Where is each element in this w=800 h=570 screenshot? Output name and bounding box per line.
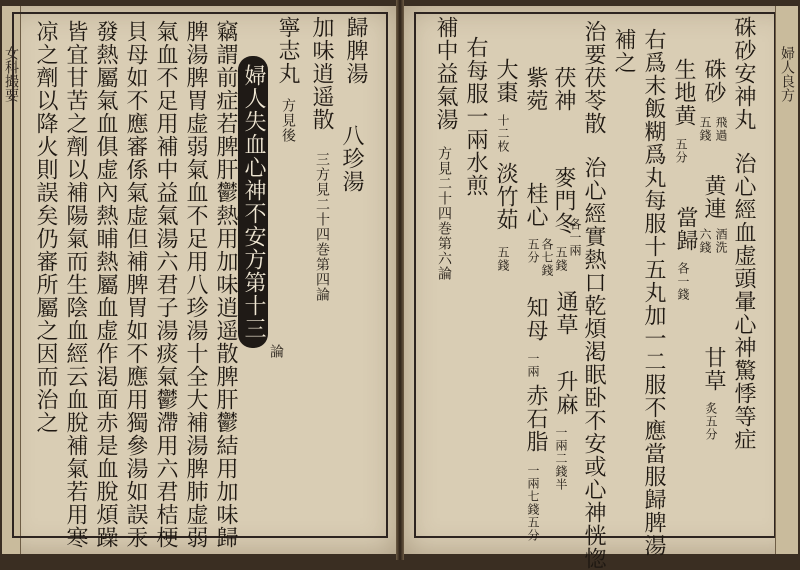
right-body-col-4: 右爲末飯糊爲丸每服十五丸加一二服不應當服歸脾湯 — [641, 28, 666, 557]
right-page — [404, 6, 798, 570]
right-col-2h: 炙五分 — [704, 402, 718, 441]
right-col-3d: 各一錢 — [676, 262, 690, 301]
right-col-3b: 五分 — [674, 138, 688, 164]
right-edge-label: 婦人良方 — [779, 46, 795, 102]
right-col-10a: 右每服一兩水煎 — [463, 36, 488, 197]
left-body-col-7: 貝母如不應審係氣虚但補脾胃如不應用獨參湯如誤汞 — [123, 20, 148, 549]
left-page — [2, 6, 396, 554]
right-col-8c: 五分 — [526, 238, 540, 264]
left-body-col-5: 脾湯脾胃虚弱氣血不足用八珍湯十全大補湯脾肺虚弱 — [183, 20, 208, 549]
right-col-1a: 硃砂安神丸 — [731, 16, 756, 131]
left-body-col-9: 皆宜甘苦之劑以補陽氣而生陰血經云血脫補氣若用寒 — [63, 20, 88, 549]
right-col-6b: 治心經實熱口乾煩渇眠卧不安或心神恍惚 — [581, 156, 606, 570]
left-col-2c: 八珍湯 — [339, 124, 364, 193]
right-col-7f: 升麻 — [553, 370, 578, 416]
right-col-8h: 一兩七錢五分 — [526, 464, 540, 542]
banner-note: 論 — [268, 344, 284, 359]
right-col-8g: 赤石脂 — [523, 384, 548, 453]
right-col-8d: 各七錢 — [540, 238, 554, 277]
right-col-2d: 黄連 — [701, 174, 726, 220]
book-gutter — [396, 0, 404, 560]
right-col-2a: 硃砂 — [701, 58, 726, 104]
right-col-8e: 知母 — [523, 296, 548, 342]
right-col-9c: 淡竹茹 — [493, 162, 518, 231]
right-col-7c: 五錢 — [554, 246, 568, 272]
right-col-3a: 生地黄 — [671, 58, 696, 127]
left-edge-label: 女科撮要 — [3, 46, 19, 102]
left-col-2a: 加味逍遥散 — [309, 16, 334, 131]
right-col-1b: 治心經血虚頭暈心神驚悸等症 — [731, 152, 756, 451]
right-col-2e: 六錢 — [698, 228, 712, 254]
left-col-title: 歸脾湯 — [343, 16, 368, 85]
right-col-7e: 通草 — [553, 290, 578, 336]
right-col-7g: 一兩二錢半 — [554, 426, 568, 491]
right-col-2b: 五錢 — [698, 116, 712, 142]
right-col-3c: 當歸 — [673, 206, 698, 252]
right-col-8a: 紫菀 — [523, 66, 548, 112]
right-col-2c: 飛過 — [714, 116, 728, 142]
right-col-11b: 方見二十四巻第六論 — [436, 146, 452, 281]
left-body-col-8: 發熱屬氣血俱虚內熱晡熱屬血虚作渇面赤是血脫煩躁 — [93, 20, 118, 549]
right-page-edge — [775, 6, 798, 554]
right-col-7d: 各一兩 — [568, 218, 582, 257]
right-col-7a: 茯神 — [551, 66, 576, 112]
right-col-2f: 酒洗 — [714, 228, 728, 254]
left-col-2b: 三方見二十四巻第四論 — [314, 152, 330, 302]
right-col-8b: 桂心 — [523, 182, 548, 228]
right-col-9a: 大棗 — [493, 58, 518, 104]
left-body-col-4: 竊謂前症若脾肝鬱熱用加味逍遥散脾肝鬱結用加味歸 — [213, 20, 238, 549]
right-col-9b: 十二枚 — [496, 114, 510, 153]
right-col-9d: 五錢 — [496, 246, 510, 272]
right-body-col-5: 補之 — [611, 28, 636, 74]
right-col-7b: 麥門冬 — [551, 166, 576, 235]
section-heading-banner: 婦人失血心神不安方第十三 — [238, 56, 268, 348]
left-col-3a: 寧志丸 — [275, 16, 300, 85]
left-col-3b: 方見後 — [280, 98, 296, 143]
right-col-11a: 補中益氣湯 — [433, 16, 458, 131]
right-col-6a: 治要茯苓散 — [581, 20, 606, 135]
right-col-2g: 甘草 — [701, 346, 726, 392]
left-body-col-6: 氣血不足用補中益氣湯六君子湯痰氣鬱滯用六君桔梗 — [153, 20, 178, 549]
right-col-8f: 一兩 — [526, 352, 540, 378]
left-body-col-10: 凉之劑以降火則誤矣仍審所屬之因而治之 — [33, 20, 58, 434]
